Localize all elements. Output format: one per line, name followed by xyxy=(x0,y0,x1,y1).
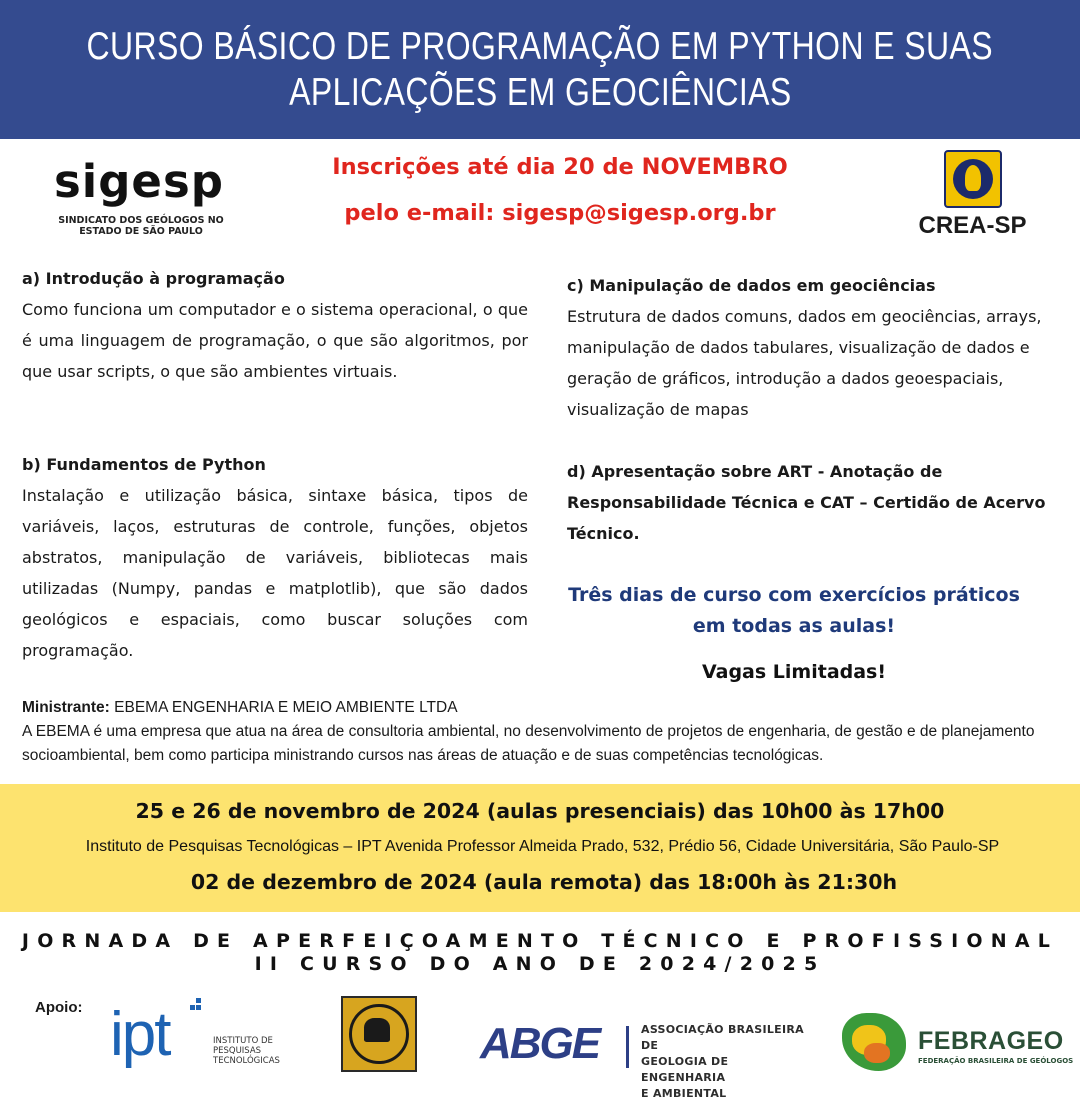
module-a xyxy=(22,263,528,387)
schedule-presencial: 25 e 26 de novembro de 2024 (aulas presenciais) das 10h00 às 17h00 xyxy=(135,799,945,823)
crea-sp-logo xyxy=(905,150,1040,245)
title-line-2: APLICAÇÕES EM GEOCIÊNCIAS xyxy=(288,70,792,114)
ministrante-description: A EBEMA é uma empresa que atua na área de consultoria ambiental, no desenvolvimento de projetos de engenharia, de gestão e de planejamento socioambiental, bem como participa ministrando cursos nas áreas de atuação e de suas competências tecnológicas. xyxy=(22,723,1035,764)
ipt-logo xyxy=(110,996,280,1076)
sigesp-sub-line-1: SINDICATO DOS GEÓLOGOS NO xyxy=(58,215,224,226)
inscricoes-deadline: Inscrições até dia 20 de NOVEMBRO xyxy=(332,154,788,180)
sigesp-wordmark: sigesp xyxy=(54,155,224,208)
ministrante-name: EBEMA ENGENHARIA E MEIO AMBIENTE LTDA xyxy=(114,699,458,716)
apoio-label: Apoio: xyxy=(35,999,83,1016)
module-b-text: Instalação e utilização básica, sintaxe básica, tipos de variáveis, laços, estruturas de controle, funções, objetos abstratos, manipulação de variáveis, bibliotecas mais utilizadas (Numpy, pandas e matplotlib), que são dados geológicos e espaciais, como buscar soluções com programação. xyxy=(22,486,528,660)
jornada-heading xyxy=(0,930,1080,976)
jornada-line-1: JORNADA DE APERFEIÇOAMENTO TÉCNICO E PROFISSIONAL xyxy=(21,930,1059,952)
pratico-line-1: Três dias de curso com exercícios práticos xyxy=(568,584,1020,606)
ipt-sub-line-2: PESQUISAS xyxy=(213,1046,262,1056)
module-a-text: Como funciona um computador e o sistema operacional, o que é uma linguagem de programação, o que são algoritmos, por que usar scripts, o que são ambientes virtuais. xyxy=(22,300,528,381)
jornada-line-2: II CURSO DO ANO DE 2024/2025 xyxy=(254,953,826,975)
abge-divider xyxy=(626,1026,629,1068)
schedule-local: Instituto de Pesquisas Tecnológicas – IPT Avenida Professor Almeida Prado, 532, Prédio 56, Cidade Universitária, São Paulo-SP xyxy=(85,838,1000,855)
febrageo-subtitle: FEDERAÇÃO BRASILEIRA DE GEÓLOGOS xyxy=(918,1057,1074,1065)
module-c xyxy=(567,270,1067,425)
ministrante-block xyxy=(22,696,1062,768)
apg-logo-icon xyxy=(341,996,417,1072)
inscricoes-email: pelo e-mail: sigesp@sigesp.org.br xyxy=(344,200,776,226)
title-line-1: CURSO BÁSICO DE PROGRAMAÇÃO EM PYTHON E SUAS xyxy=(86,24,994,68)
abge-sub-line-3: E AMBIENTAL xyxy=(641,1087,727,1100)
module-c-text: Estrutura de dados comuns, dados em geociências, arrays, manipulação de dados tabulares, visualização de dados e geração de gráficos, introdução a dados geoespaciais, visualização de mapas xyxy=(567,307,1042,419)
crea-wordmark: CREA-SP xyxy=(918,212,1027,239)
crea-emblem-icon xyxy=(944,150,1002,208)
sigesp-subtitle xyxy=(52,215,230,237)
ipt-sub-line-3: TECNOLÓGICAS xyxy=(213,1056,280,1066)
abge-wordmark: ABGE xyxy=(480,1019,600,1068)
module-b-title: b) Fundamentos de Python xyxy=(22,455,266,474)
module-d: d) Apresentação sobre ART - Anotação de Responsabilidade Técnica e CAT – Certidão de Acervo Técnico. xyxy=(567,462,1046,543)
pratico-line-2: em todas as aulas! xyxy=(692,615,896,637)
abge-sub-line-1: ASSOCIAÇÃO BRASILEIRA DE xyxy=(641,1023,804,1052)
header-banner xyxy=(0,0,1080,139)
vagas-limitadas: Vagas Limitadas! xyxy=(701,661,887,683)
ministrante-label: Ministrante: xyxy=(22,699,110,716)
pratico-highlight xyxy=(540,580,1048,642)
abge-logo xyxy=(478,1018,808,1100)
abge-sub-line-2: GEOLOGIA DE ENGENHARIA xyxy=(641,1055,729,1084)
sigesp-logo xyxy=(50,155,230,245)
febrageo-wordmark: FEBRAGEO xyxy=(918,1027,1064,1055)
schedule-remota: 02 de dezembro de 2024 (aula remota) das 18:00h às 21:30h xyxy=(190,870,898,894)
ipt-wordmark: ipt xyxy=(110,1000,170,1069)
ipt-sub-line-1: INSTITUTO DE xyxy=(213,1036,273,1046)
module-a-title: a) Introdução à programação xyxy=(22,269,285,288)
sigesp-sub-line-2: ESTADO DE SÃO PAULO xyxy=(79,226,203,237)
abge-subtitle xyxy=(641,1022,808,1102)
febrageo-logo xyxy=(838,1013,1074,1073)
ipt-subtitle xyxy=(213,1036,280,1066)
module-b xyxy=(22,449,528,666)
module-c-title: c) Manipulação de dados em geociências xyxy=(567,276,936,295)
brazil-map-icon xyxy=(842,1013,906,1071)
